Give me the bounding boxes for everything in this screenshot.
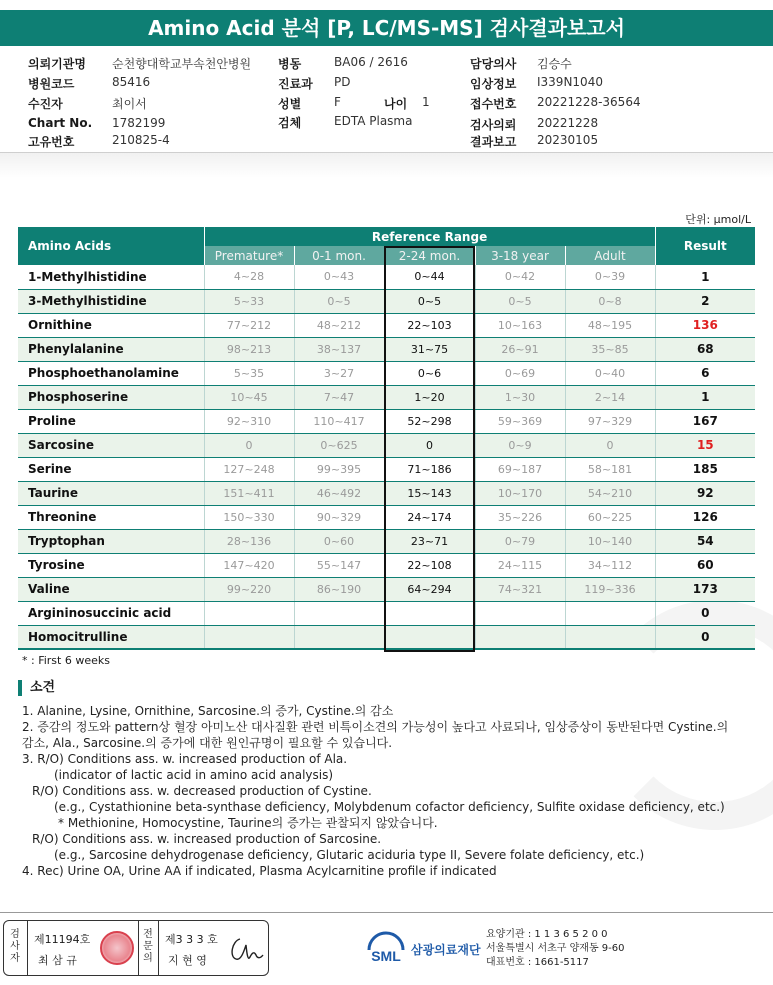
lab-care-no: 요양기관 : 1 1 3 6 5 2 0 0 (486, 929, 608, 940)
specialist-name: 지 현 영 (168, 954, 207, 967)
amino-acid-name: Ornithine (18, 313, 204, 337)
reference-range-cell (565, 601, 655, 625)
result-value: 0 (655, 625, 755, 649)
result-value: 1 (655, 265, 755, 289)
reference-range-cell: 74~321 (475, 577, 565, 601)
table-row (18, 625, 755, 649)
table-row (18, 529, 755, 553)
reference-range-cell: 1~30 (475, 385, 565, 409)
amino-acid-name: Phosphoserine (18, 385, 204, 409)
section-divider (0, 152, 773, 178)
reference-range-cell: 0~40 (565, 361, 655, 385)
reference-range-cell: 60~225 (565, 505, 655, 529)
lab-address: 서울특별시 서초구 양재동 9-60 (486, 943, 625, 954)
reference-range-cell (565, 625, 655, 649)
sex-label: 성별 (278, 97, 302, 111)
lab-name: 삼광의료재단 (411, 943, 481, 957)
chart-label: Chart No. (28, 116, 93, 130)
report-label: 결과보고 (470, 135, 517, 149)
table-row (18, 409, 755, 433)
signature-mark (226, 931, 266, 967)
reference-range-cell: 48~212 (294, 313, 384, 337)
sml-logo-icon (365, 928, 407, 966)
result-value: 173 (655, 577, 755, 601)
reference-range-cell: 0 (384, 433, 475, 457)
finding-line: 4. Rec) Urine OA, Urine AA if indicated, Plasma Acylcarnitine profile if indicated (22, 864, 497, 878)
reference-range-cell: 31~75 (384, 337, 475, 361)
reference-range-cell: 38~137 (294, 337, 384, 361)
sub-0-1mon: 0-1 mon. (294, 246, 384, 265)
reference-range-cell: 10~170 (475, 481, 565, 505)
finding-line: (indicator of lactic acid in amino acid analysis) (54, 768, 334, 782)
dept-value: PD (334, 75, 351, 89)
sub-3-18year: 3-18 year (475, 246, 565, 265)
reference-range-cell: 77~212 (204, 313, 294, 337)
ward-label: 병동 (278, 57, 302, 71)
table-row (18, 481, 755, 505)
footer-divider (0, 912, 773, 913)
reference-range-cell (204, 625, 294, 649)
table-row (18, 553, 755, 577)
specialist-no: 제3 3 3 호 (165, 933, 218, 946)
col-amino-acids: Amino Acids (18, 227, 204, 265)
result-value: 2 (655, 289, 755, 313)
reference-range-cell: 55~147 (294, 553, 384, 577)
lab-phone: 대표번호 : 1661-5117 (486, 957, 589, 968)
reference-range-cell: 127~248 (204, 457, 294, 481)
table-row (18, 505, 755, 529)
table-row (18, 577, 755, 601)
sub-2-24mon: 2-24 mon. (384, 246, 475, 265)
result-value: 60 (655, 553, 755, 577)
result-value: 136 (655, 313, 755, 337)
unit-label: 단위: μmol/L (685, 213, 751, 226)
reference-range-cell: 71~186 (384, 457, 475, 481)
reference-range-cell: 0~42 (475, 265, 565, 289)
hospital-label: 의뢰기관명 (28, 57, 86, 71)
amino-acid-name: Tryptophan (18, 529, 204, 553)
reference-range-cell: 69~187 (475, 457, 565, 481)
reference-range-cell: 10~45 (204, 385, 294, 409)
reference-range-cell: 110~417 (294, 409, 384, 433)
result-value: 185 (655, 457, 755, 481)
table-row (18, 313, 755, 337)
reference-range-cell (294, 601, 384, 625)
reference-range-cell: 0~39 (565, 265, 655, 289)
table-row (18, 337, 755, 361)
sub-premature: Premature* (204, 246, 294, 265)
receipt-value: 20221228-36564 (537, 95, 641, 109)
reference-range-cell: 99~395 (294, 457, 384, 481)
reference-range-cell: 52~298 (384, 409, 475, 433)
table-row (18, 265, 755, 289)
amino-acid-name: Serine (18, 457, 204, 481)
table-row (18, 289, 755, 313)
table-row (18, 433, 755, 457)
reference-range-cell: 90~329 (294, 505, 384, 529)
result-value: 54 (655, 529, 755, 553)
reference-range-cell: 0~6 (384, 361, 475, 385)
amino-acid-name: Phosphoethanolamine (18, 361, 204, 385)
amino-acid-name: Valine (18, 577, 204, 601)
reference-range-cell (204, 601, 294, 625)
reference-range-cell: 2~14 (565, 385, 655, 409)
result-value: 92 (655, 481, 755, 505)
reference-range-cell: 10~163 (475, 313, 565, 337)
footnote: * : First 6 weeks (22, 654, 110, 667)
finding-line: (e.g., Sarcosine dehydrogenase deficiency, Glutaric aciduria type II, Severe folate deficiency, etc.) (54, 848, 645, 862)
report-value: 20230105 (537, 133, 599, 147)
sex-value: F (334, 95, 341, 109)
reference-range-cell: 0 (565, 433, 655, 457)
finding-line: 2. 증감의 정도와 pattern상 혈장 아미노산 대사질환 관련 비특이소견의 가능성이 높다고 사료되나, 임상증상이 동반된다면 Cystine.의 (22, 720, 729, 734)
reference-range-cell: 26~91 (475, 337, 565, 361)
doctor-value: 김승수 (537, 57, 572, 71)
result-value: 0 (655, 601, 755, 625)
code-label: 병원코드 (28, 77, 75, 91)
examiner-label: 검사자 (10, 929, 20, 964)
specialist-label: 전문의 (143, 929, 153, 964)
reference-range-cell: 22~103 (384, 313, 475, 337)
hospital-value: 순천향대학교부속천안병원 (112, 57, 252, 71)
age-label: 나이 (384, 97, 408, 111)
reference-range-cell: 0~9 (475, 433, 565, 457)
reference-range-cell: 5~35 (204, 361, 294, 385)
reference-range-cell: 99~220 (204, 577, 294, 601)
reference-range-cell: 0 (204, 433, 294, 457)
finding-line: R/O) Conditions ass. w. decreased production of Cystine. (32, 784, 372, 798)
reference-range-cell: 98~213 (204, 337, 294, 361)
reference-range-cell: 151~411 (204, 481, 294, 505)
reference-range-cell: 1~20 (384, 385, 475, 409)
reference-range-cell: 58~181 (565, 457, 655, 481)
dept-label: 진료과 (278, 77, 313, 91)
reference-range-cell (384, 601, 475, 625)
amino-acid-name: Threonine (18, 505, 204, 529)
col-reference-range: Reference Range (204, 227, 655, 246)
ward-value: BA06 / 2616 (334, 55, 408, 69)
request-value: 20221228 (537, 116, 599, 130)
examiner-seal (100, 931, 134, 965)
clinical-label: 임상정보 (470, 77, 517, 91)
reference-range-cell: 28~136 (204, 529, 294, 553)
result-value: 68 (655, 337, 755, 361)
reference-range-cell: 59~369 (475, 409, 565, 433)
reference-range-cell (475, 625, 565, 649)
reference-range-cell: 54~210 (565, 481, 655, 505)
reference-range-cell: 35~85 (565, 337, 655, 361)
name-value: 최이서 (112, 97, 147, 111)
reference-range-cell: 3~27 (294, 361, 384, 385)
amino-acid-name: 3-Methylhistidine (18, 289, 204, 313)
examiner-name: 최 삼 규 (38, 954, 77, 967)
report-title: Amino Acid 분석 [P, LC/MS-MS] 검사결과보고서 (0, 10, 773, 46)
age-value: 1 (422, 95, 430, 109)
reference-range-cell: 4~28 (204, 265, 294, 289)
reference-range-cell: 7~47 (294, 385, 384, 409)
doctor-label: 담당의사 (470, 57, 517, 71)
result-value: 1 (655, 385, 755, 409)
reference-range-cell: 24~174 (384, 505, 475, 529)
reference-range-cell: 0~43 (294, 265, 384, 289)
signature-box (3, 920, 269, 976)
reference-range-cell: 147~420 (204, 553, 294, 577)
amino-acid-name: 1-Methylhistidine (18, 265, 204, 289)
table-row (18, 601, 755, 625)
result-value: 6 (655, 361, 755, 385)
col-result: Result (655, 227, 755, 265)
finding-line: (e.g., Cystathionine beta-synthase deficiency, Molybdenum cofactor deficiency, Sulfite oxidase deficiency, etc.) (54, 800, 725, 814)
amino-acid-name: Homocitrulline (18, 625, 204, 649)
amino-acid-name: Taurine (18, 481, 204, 505)
amino-acid-name: Proline (18, 409, 204, 433)
reference-range-cell: 34~112 (565, 553, 655, 577)
uid-label: 고유번호 (28, 135, 75, 149)
chart-value: 1782199 (112, 116, 166, 130)
finding-line: 3. R/O) Conditions ass. w. increased production of Ala. (22, 752, 348, 766)
reference-range-cell: 10~140 (565, 529, 655, 553)
receipt-label: 접수번호 (470, 97, 517, 111)
amino-acid-name: Phenylalanine (18, 337, 204, 361)
result-value: 167 (655, 409, 755, 433)
amino-acid-name: Tyrosine (18, 553, 204, 577)
reference-range-cell: 0~44 (384, 265, 475, 289)
finding-line: 1. Alanine, Lysine, Ornithine, Sarcosine.의 증가, Cystine.의 감소 (22, 704, 394, 718)
uid-value: 210825-4 (112, 133, 170, 147)
table-row (18, 457, 755, 481)
reference-range-cell: 0~69 (475, 361, 565, 385)
reference-range-cell: 23~71 (384, 529, 475, 553)
reference-range-cell: 35~226 (475, 505, 565, 529)
finding-line: 감소, Ala., Sarcosine.의 증가에 대한 원인규명이 필요할 수 있습니다. (22, 736, 393, 750)
reference-range-cell: 15~143 (384, 481, 475, 505)
reference-range-cell: 46~492 (294, 481, 384, 505)
reference-range-cell: 5~33 (204, 289, 294, 313)
result-value: 15 (655, 433, 755, 457)
reference-range-cell: 48~195 (565, 313, 655, 337)
reference-range-cell: 0~8 (565, 289, 655, 313)
findings-title: 소견 (18, 680, 55, 696)
reference-range-cell: 0~79 (475, 529, 565, 553)
amino-acid-name: Sarcosine (18, 433, 204, 457)
reference-range-cell: 0~5 (475, 289, 565, 313)
svg-text:SML: SML (371, 948, 401, 964)
reference-range-cell: 0~60 (294, 529, 384, 553)
finding-line: * Methionine, Homocystine, Taurine의 증가는 관찰되지 않았습니다. (58, 816, 438, 830)
clinical-value: I339N1040 (537, 75, 603, 89)
reference-range-cell: 0~625 (294, 433, 384, 457)
reference-range-cell: 150~330 (204, 505, 294, 529)
reference-range-cell: 64~294 (384, 577, 475, 601)
table-row (18, 361, 755, 385)
specimen-label: 검체 (278, 116, 302, 130)
table-row (18, 385, 755, 409)
reference-range-cell: 97~329 (565, 409, 655, 433)
amino-acid-name: Argininosuccinic acid (18, 601, 204, 625)
reference-range-cell (384, 625, 475, 649)
lab-contact (486, 928, 625, 970)
reference-range-cell: 0~5 (294, 289, 384, 313)
examiner-no: 제11194호 (34, 933, 91, 946)
reference-range-cell (475, 601, 565, 625)
reference-range-cell (294, 625, 384, 649)
specimen-value: EDTA Plasma (334, 114, 413, 128)
reference-range-cell: 86~190 (294, 577, 384, 601)
name-label: 수진자 (28, 97, 63, 111)
reference-range-cell: 92~310 (204, 409, 294, 433)
sub-adult: Adult (565, 246, 655, 265)
request-label: 검사의뢰 (470, 118, 517, 132)
reference-range-cell: 119~336 (565, 577, 655, 601)
result-value: 126 (655, 505, 755, 529)
reference-range-cell: 22~108 (384, 553, 475, 577)
amino-acid-table (18, 227, 755, 650)
reference-range-cell: 0~5 (384, 289, 475, 313)
findings (22, 703, 762, 879)
reference-range-cell: 24~115 (475, 553, 565, 577)
finding-line: R/O) Conditions ass. w. increased production of Sarcosine. (32, 832, 382, 846)
code-value: 85416 (112, 75, 151, 89)
